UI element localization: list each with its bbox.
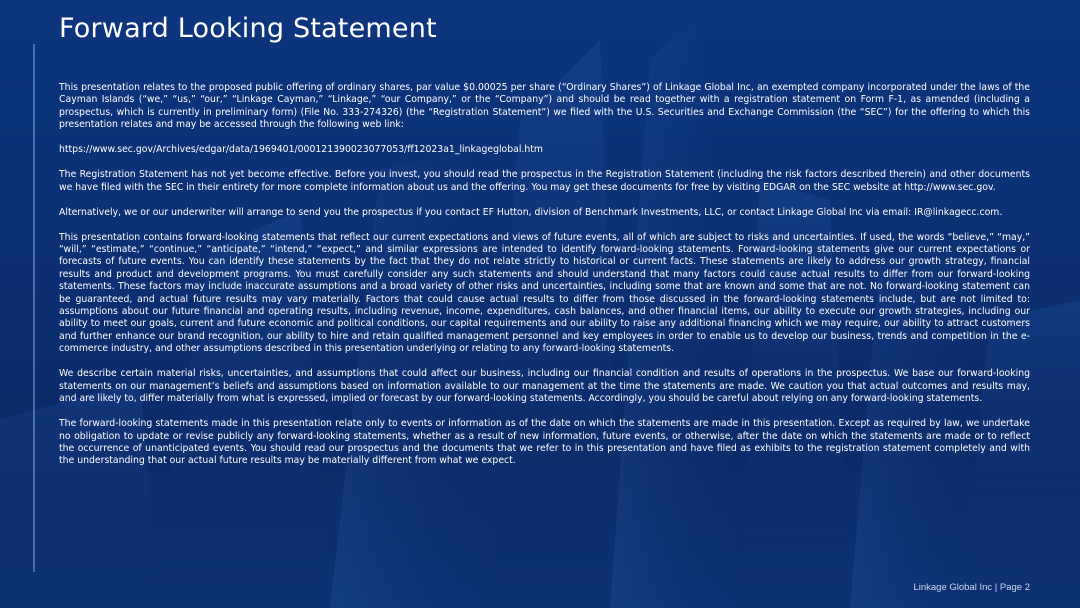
slide-title: Forward Looking Statement bbox=[59, 13, 437, 44]
paragraph-registration: The Registration Statement has not yet become effective. Before you invest, you should read the prospectus in the Registration Statement (including the risk factors described therein) and other documents we have filed with the SEC in their entirety for more complete information about us and the offering. You may get these documents for free by visiting EDGAR on the SEC website at http://www.sec.gov. bbox=[59, 169, 1030, 193]
paragraph-risks: We describe certain material risks, uncertainties, and assumptions that could affect our business, including our financial condition and results of operations in the prospectus. We base our forward-looking statements on our management’s beliefs and assumptions based on information available to our management at the time the statements are made. We caution you that actual outcomes and results may, and are likely to, differ materially from what is expressed, implied or forecast by our forward-looking statements. Accordingly, you should be careful about relying on any forward-looking statements. bbox=[59, 368, 1030, 405]
registration-link[interactable]: https://www.sec.gov/Archives/edgar/data/1969401/000121390023077053/ff12023a1_linkageglobal.htm bbox=[59, 144, 543, 156]
paragraph-forward-looking: This presentation contains forward-looking statements that reflect our current expectations and views of future events, all of which are subject to risks and uncertainties. If used, the words “believe,” “may,” “will,” “estimate,” “continue,” “anticipate,” “intend,” “expect,” and similar expressions are intended to identify forward-looking statements. Forward-looking statements give our current expectations or forecasts of future events. You can identify these statements by the fact that they do not relate strictly to historical or current facts. These statements are likely to address our growth strategy, financial results and product and development programs. You must carefully consider any such statements and should understand that many factors could cause actual results to differ from our forward-looking statements. These factors may include inaccurate assumptions and a broad variety of other risks and uncertainties, including some that are known and some that are not. No forward-looking statement can be guaranteed, and actual future results may vary materially. Factors that could cause actual results to differ from those discussed in the forward-looking statements include, but are not limited to: assumptions about our future financial and operating results, including revenue, income, expenditures, cash balances, and other financial items, our ability to execute our growth strategies, including our ability to meet our goals, current and future economic and political conditions, our capital requirements and our ability to raise any additional financing which we may require, our ability to attract customers and further enhance our brand recognition, our ability to hire and retain qualified management personnel and key employees in order to enable us to develop our business, trends and competition in the e-commerce industry, and other assumptions described in this presentation underlying or relating to any forward-looking statements. bbox=[59, 231, 1030, 355]
paragraph-no-update: The forward-looking statements made in this presentation relate only to events or information as of the date on which the statements are made in this presentation. Except as required by law, we undertake no obligation to update or revise publicly any forward-looking statements, whether as a result of new information, future events, or otherwise, after the date on which the statements are made or to reflect the occurrence of unanticipated events. You should read our prospectus and the documents that we refer to in this presentation and have filed as exhibits to the registration statement completely and with the understanding that our actual future results may be materially different from what we expect. bbox=[59, 418, 1030, 467]
left-accent-rule bbox=[33, 44, 35, 572]
paragraph-prospectus-contact: Alternatively, we or our underwriter will arrange to send you the prospectus if you contact EF Hutton, division of Benchmark Investments, LLC, or contact Linkage Global Inc via email: IR@linkagecc.com. bbox=[59, 206, 1003, 218]
paragraph-offering: This presentation relates to the proposed public offering of ordinary shares, par value $0.00025 per share (“Ordinary Shares”) of Linkage Global Inc, an exempted company incorporated under the laws of the Cayman Islands (“we,” “us,” “our,” “Linkage Cayman,” “Linkage,” “our Company,” or the “Company”) and should be read together with a registration statement on Form F-1, as amended (including a prospectus, which is currently in preliminary form) (File No. 333-274326) (the “Registration Statement”) we filed with the U.S. Securities and Exchange Commission (the “SEC”) for the offering to which this presentation relates and may be accessed through the following web link: bbox=[59, 82, 1030, 131]
statement-body bbox=[59, 82, 1030, 480]
slide-footer: Linkage Global Inc | Page 2 bbox=[913, 582, 1030, 593]
